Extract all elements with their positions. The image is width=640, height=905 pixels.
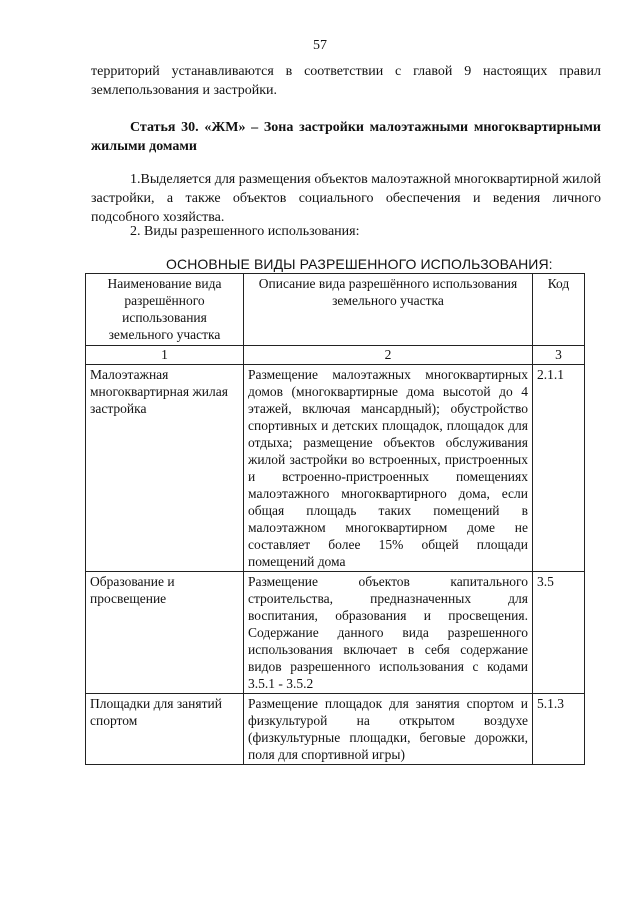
- use-code: 2.1.1: [533, 365, 585, 572]
- header-name: Наименование вида разрешённого использования земельного участка: [86, 274, 244, 346]
- table-header-row: [86, 274, 585, 346]
- column-number-row: [86, 346, 585, 365]
- use-code: 5.1.3: [533, 694, 585, 765]
- table-row: [86, 365, 585, 572]
- table-row: [86, 572, 585, 694]
- permitted-uses-table: [85, 273, 585, 765]
- use-name: Площадки для занятий спортом: [86, 694, 244, 765]
- page-number: 57: [313, 38, 327, 53]
- use-description: Размещение малоэтажных многоквартирных домов (многоквартирные дома высотой до 4 этажей, включая мансардный); обустройство спортивных и детских площадок, площадок для отдыха; размещение объектов обслуживания жилой застройки во встроенных, пристроенных и встроенно-пристроенных помещениях малоэтажного многоквартирного дома, если общая площадь таких помещений в малоэтажном многоквартирном доме не составляет более 15% общей площади помещений дома: [244, 365, 533, 572]
- use-name: Образование и просвещение: [86, 572, 244, 694]
- use-name: Малоэтажная многоквартирная жилая застройка: [86, 365, 244, 572]
- column-number: 3: [533, 346, 585, 365]
- use-code: 3.5: [533, 572, 585, 694]
- table-caption: ОСНОВНЫЕ ВИДЫ РАЗРЕШЕННОГО ИСПОЛЬЗОВАНИЯ:: [166, 256, 553, 272]
- use-description: Размещение объектов капитального строительства, предназначенных для воспитания, образования и просвещения. Содержание данного вида разрешенного использования включает в себя содержание видов разрешенного использования с кодами 3.5.1 - 3.5.2: [244, 572, 533, 694]
- paragraph-purpose: 1.Выделяется для размещения объектов малоэтажной многоквартирной жилой застройки, а также объектов социального обеспечения и ведения личного подсобного хозяйства.: [91, 172, 601, 225]
- paragraph-permitted-uses: 2. Виды разрешенного использования:: [130, 224, 360, 239]
- column-number: 2: [244, 346, 533, 365]
- header-description: Описание вида разрешённого использования земельного участка: [244, 274, 533, 346]
- column-number: 1: [86, 346, 244, 365]
- article-heading: Статья 30. «ЖМ» – Зона застройки малоэтажными многоквартирными жилыми домами: [91, 120, 601, 154]
- use-description: Размещение площадок для занятия спортом и физкультурой на открытом воздухе (физкультурные площадки, беговые дорожки, поля для спортивной игры): [244, 694, 533, 765]
- table-row: [86, 694, 585, 765]
- intro-paragraph: территорий устанавливаются в соответствии с главой 9 настоящих правил землепользования и застройки.: [91, 64, 601, 98]
- header-code: Код: [533, 274, 585, 346]
